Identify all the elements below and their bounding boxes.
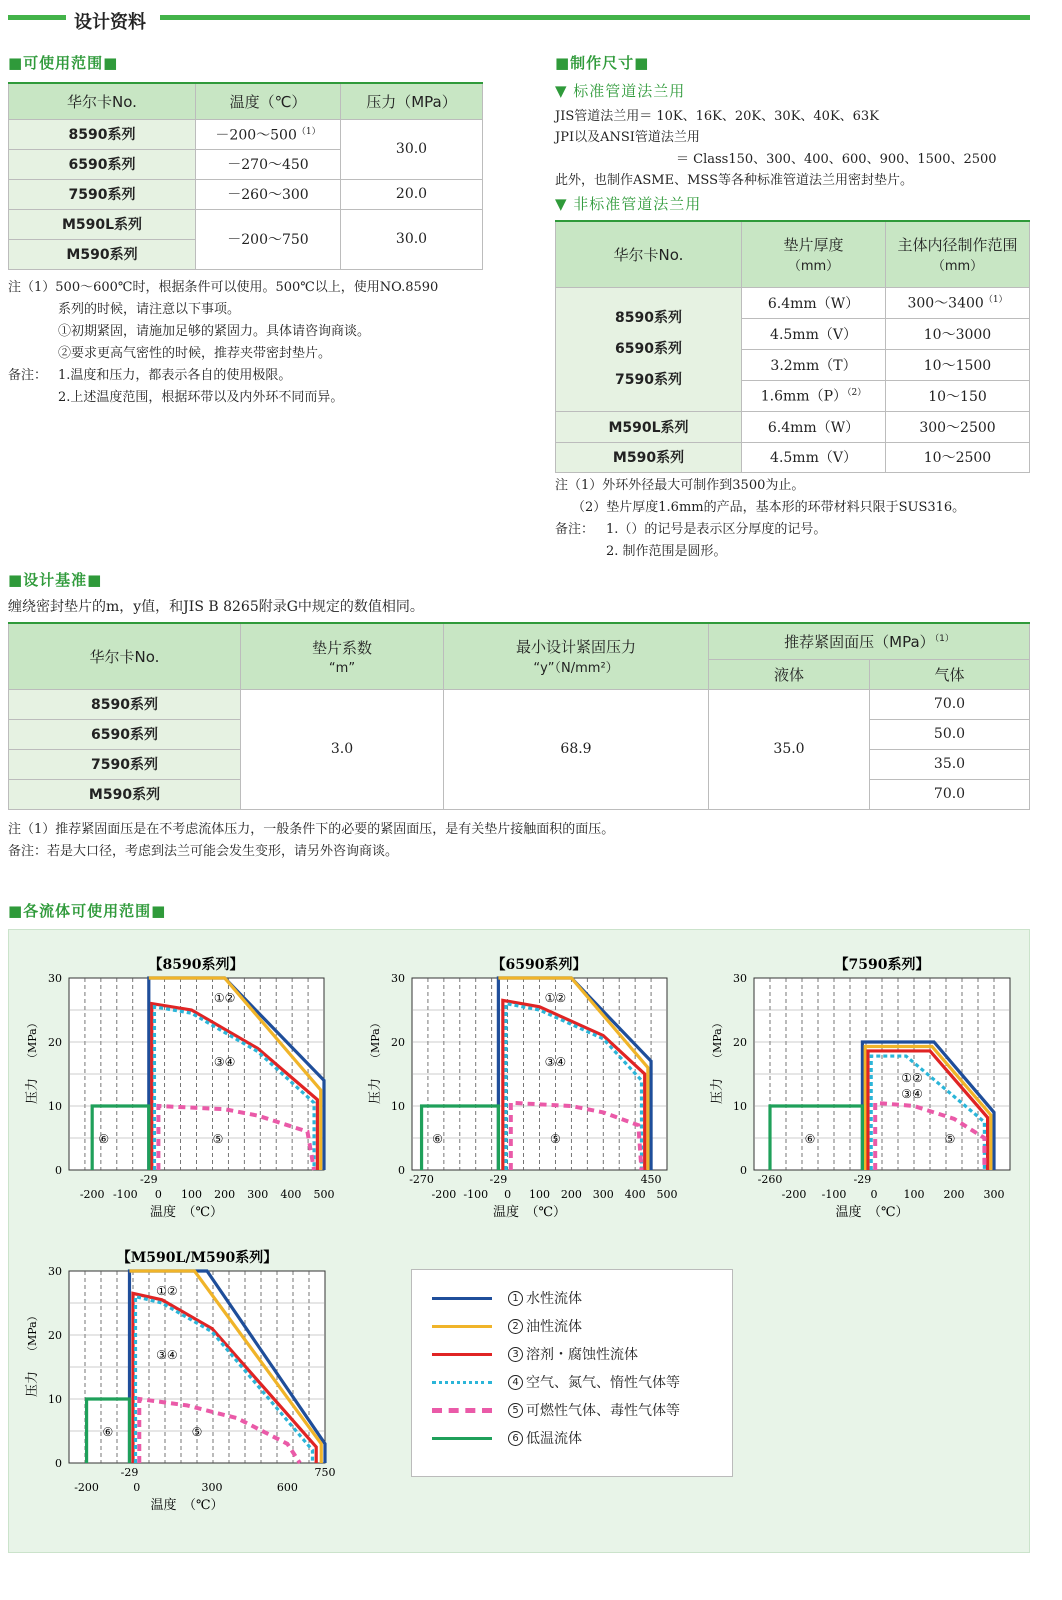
basis-m: 3.0 [241,689,444,809]
range-row-temp: －260～300 [196,179,341,209]
basis-col-y-sym: “y”（N/mm²） [533,661,619,677]
legend-item [432,1342,638,1366]
chart-title: 【M590L/M590系列】 [116,1250,278,1266]
basis-row-name: 7590系列 [9,749,241,779]
range-row-temp: －270～450 [196,149,341,179]
size-group2-name: M590L系列 [556,411,742,442]
size-note: 2. 制作范围是圆形。 [606,544,727,559]
size-range: 10～150 [886,380,1030,411]
basis-col-y-label: 最小设计紧固压力 [515,638,636,657]
range-temp-text: －200～500 [215,127,297,144]
region-label: ⑥ [804,1132,816,1146]
y-axis-unit: （MPa） [711,1017,724,1064]
y-tick-label: 0 [740,1164,747,1177]
legend-swatch [432,1353,492,1356]
range-temp-sup: （1） [296,126,321,137]
y-tick-label: 0 [55,1164,62,1177]
size-group-name: 8590系列 [615,309,682,326]
range-note: 2.上述温度范围，根据环带以及内外环不同而异。 [58,390,344,405]
x-extra-tick-label: -29 [139,1173,158,1186]
range-note: ①初期紧固，请施加足够的紧固力。具体请咨询商谈。 [58,324,371,339]
range-note: ②要求更高气密性的时候，推荐夹带密封垫片。 [58,346,332,361]
legend-label: 油性流体 [526,1319,582,1335]
x-tick-label: -100 [821,1188,847,1201]
x-extra-tick-label: -29 [120,1466,139,1479]
legend-label: 水性流体 [526,1291,582,1307]
size-col-no: 华尔卡No. [556,221,742,287]
basis-note: 注（1）推荐紧固面压是在不考虑流体压力，一般条件下的必要的紧固面压，是有关垫片接触面积的面压。 [8,822,615,837]
x-tick-label: 0 [504,1188,512,1201]
size-group-name: 7590系列 [615,371,682,388]
size-group-name: 6590系列 [615,340,682,357]
size-thick-text: 1.6mm（P） [760,388,847,405]
x-tick-label: 400 [280,1188,302,1201]
size-range-sup: （1） [983,295,1008,306]
size-range: 300～2500 [886,411,1030,442]
y-tick-label: 20 [48,1329,62,1342]
x-tick-label: 200 [943,1188,965,1201]
range-press-a: 30.0 [341,119,483,179]
size-note: 1.（）的记号是表示区分厚度的记号。 [606,522,827,537]
std-line: ＝ Class150、300、400、600、900、1500、2500 [676,152,997,167]
legend-item [432,1370,680,1394]
basis-col-m-label: 垫片系数 [311,638,372,657]
legend-item [432,1314,582,1338]
legend-item [432,1398,680,1422]
size-thick: 6.4mm（W） [742,287,886,318]
legend-swatch [432,1408,492,1413]
basis-col-no: 华尔卡No. [9,623,241,689]
x-tick-label: 300 [247,1188,269,1201]
range-heading: ■可使用范围■ [8,54,119,72]
size-group2-name: M590系列 [556,442,742,472]
y-tick-label: 30 [48,1265,62,1278]
basis-col-m-sym: “m” [328,660,356,676]
region-label: ⑤ [550,1132,561,1146]
legend-num: 6 [508,1431,523,1446]
x-tick-label: -200 [781,1188,807,1201]
region-label: ③④ [213,1055,236,1070]
chart-title: 【6590系列】 [491,957,587,973]
x-tick-label: 200 [214,1188,236,1201]
x-tick-label: 300 [983,1188,1005,1201]
fluids-heading: ■各流体可使用范围■ [8,902,167,920]
range-press-b: 30.0 [341,209,483,269]
legend-label: 溶剂・腐蚀性流体 [526,1347,638,1363]
basis-y: 68.9 [444,689,709,809]
x-extra-tick-label: -260 [757,1173,783,1186]
basis-gas: 50.0 [870,719,1030,749]
region-label: ⑥ [102,1425,114,1439]
y-axis-label: 压力 [25,1370,40,1397]
size-thick-sup: （2） [847,388,867,399]
region-label: ⑥ [98,1132,110,1146]
size-note: 注（1）外环外径最大可制作到3500为止。 [555,478,805,493]
range-col-no: 华尔卡No. [9,83,196,119]
header-title: 设计资料 [74,12,146,33]
basis-row-name: 6590系列 [9,719,241,749]
x-tick-label: 400 [624,1188,646,1201]
y-tick-label: 10 [48,1100,62,1113]
basis-row-name: 8590系列 [9,689,241,719]
basis-row-name: M590系列 [9,779,241,809]
x-axis-label: 温度 （℃） [149,1205,224,1220]
y-axis-unit: （MPa） [26,1017,39,1064]
region-label: ③④ [901,1087,923,1102]
size-note: 备注： [555,522,595,537]
range-row-name: 6590系列 [9,149,196,179]
basis-gas: 70.0 [870,689,1030,719]
range-note: 注（1）500～600℃时，根据条件可以使用。500℃以上，使用NO.8590 [8,280,439,295]
x-tick-label: 100 [529,1188,550,1201]
size-col-thick-unit: （mm） [787,259,840,275]
range-row-name: M590L系列 [9,209,196,239]
range-col-temp: 温度（℃） [196,83,341,119]
y-tick-label: 20 [733,1036,747,1049]
y-axis-unit: （MPa） [26,1310,39,1357]
basis-col-rec-label: 推荐紧固面压（MPa） [784,632,935,651]
range-note: 1.温度和压力，都表示各自的使用极限。 [58,368,292,383]
region-label: ①② [213,991,236,1006]
x-tick-label: 500 [656,1188,678,1201]
x-tick-label: 500 [313,1188,335,1201]
size-thick: 4.5mm（V） [742,318,886,349]
basis-gas: 35.0 [870,749,1030,779]
chart-title: 【8590系列】 [148,957,244,973]
basis-col-gas: 气体 [870,659,1030,689]
basis-gas: 70.0 [870,779,1030,809]
region-label: ⑤ [212,1132,224,1146]
y-axis-label: 压力 [368,1077,383,1104]
legend-swatch [432,1297,492,1300]
region-label: ⑤ [191,1425,203,1439]
fluid-chart [709,956,1010,1220]
y-tick-label: 30 [391,972,405,985]
size-col-range-label: 主体内径制作范围 [897,236,1018,255]
x-tick-label: 300 [592,1188,614,1201]
x-tick-label: 0 [870,1188,878,1201]
y-tick-label: 0 [398,1164,405,1177]
x-extra-tick-label: 750 [314,1466,336,1479]
range-row-press: 20.0 [341,179,483,209]
std-line: JPI以及ANSI管道法兰用 [555,130,700,145]
size-range: 10～1500 [886,349,1030,380]
legend-swatch [432,1437,492,1440]
legend-num: 2 [508,1319,523,1334]
x-extra-tick-label: -270 [409,1173,434,1186]
basis-heading: ■设计基准■ [8,571,103,589]
range-row-name: M590系列 [9,239,196,269]
legend-num: 1 [508,1291,523,1306]
y-tick-label: 30 [48,972,62,985]
size-range-text: 300～3400 [907,295,984,312]
y-tick-label: 30 [733,972,747,985]
legend-num: 4 [508,1375,523,1390]
x-tick-label: -200 [74,1481,99,1494]
range-note: 系列的时候，请注意以下事项。 [58,302,241,317]
nonstd-heading: ▼ 非标准管道法兰用 [555,195,702,213]
y-tick-label: 20 [391,1036,405,1049]
size-heading: ■制作尺寸■ [555,54,650,72]
x-tick-label: 100 [181,1188,203,1201]
x-tick-label: 300 [201,1481,223,1494]
basis-intro: 缠绕密封垫片的m，y值，和JIS B 8265附录G中规定的数值相同。 [8,599,424,615]
x-tick-label: -200 [79,1188,105,1201]
x-tick-label: 200 [560,1188,582,1201]
std-line: JIS管道法兰用＝ 10K、16K、20K、30K、40K、63K [555,109,879,124]
fluid-chart [24,956,335,1220]
y-tick-label: 10 [733,1100,747,1113]
region-label: ⑥ [432,1132,443,1146]
range-note: 备注： [8,368,48,383]
region-label: ①② [901,1071,923,1086]
y-axis-unit: （MPa） [369,1017,382,1064]
y-tick-label: 0 [55,1457,62,1470]
x-tick-label: -100 [463,1188,489,1201]
legend-num: 5 [508,1403,523,1418]
region-label: ③④ [156,1348,178,1363]
x-tick-label: 0 [154,1188,162,1201]
size-range: 10～2500 [886,442,1030,472]
legend-swatch [432,1381,492,1384]
y-tick-label: 20 [48,1036,62,1049]
legend-item [432,1286,582,1310]
legend-label: 空气、氮气、惰性气体等 [526,1375,680,1391]
legend-label: 低温流体 [526,1431,582,1447]
region-label: ①② [544,991,567,1006]
range-row-name: 7590系列 [9,179,196,209]
fluids-legend [411,1269,733,1477]
std-heading: ▼ 标准管道法兰用 [555,82,686,100]
chart-title: 【7590系列】 [834,957,930,973]
size-col-thick-label: 垫片厚度 [783,236,844,255]
std-line: 此外，也制作ASME、MSS等各种标准管道法兰用密封垫片。 [555,173,913,188]
basis-col-rec-sup: （1） [934,633,954,644]
basis-liq: 35.0 [709,689,870,809]
size-thick: 4.5mm（V） [742,442,886,472]
size-note: （2）垫片厚度1.6mm的产品，基本形的环带材料只限于SUS316。 [572,500,966,515]
x-tick-label: 100 [903,1188,925,1201]
fluid-chart [24,1249,336,1513]
range-row-temp: －200～750 [196,209,341,269]
x-tick-label: -100 [112,1188,138,1201]
x-tick-label: 0 [133,1481,141,1494]
x-axis-label: 温度 （℃） [150,1498,224,1513]
x-axis-label: 温度 （℃） [835,1205,909,1220]
range-row-name: 8590系列 [9,119,196,149]
size-range: 10～3000 [886,318,1030,349]
region-label: ⑤ [944,1132,956,1146]
legend-swatch [432,1325,492,1328]
legend-label: 可燃性气体、毒性气体等 [526,1403,680,1419]
y-axis-label: 压力 [710,1077,725,1104]
fluid-chart [367,956,678,1220]
basis-note: 备注：若是大口径，考虑到法兰可能会发生变形，请另外咨询商谈。 [8,844,399,859]
x-extra-tick-label: -29 [853,1173,872,1186]
size-col-range-unit: （mm） [931,259,984,275]
x-extra-tick-label: 450 [640,1173,662,1186]
legend-item [432,1426,582,1450]
y-axis-label: 压力 [25,1077,40,1104]
size-thick: 3.2mm（T） [742,349,886,380]
y-tick-label: 10 [391,1100,405,1113]
basis-col-liq: 液体 [709,659,870,689]
region-label: ③④ [544,1055,567,1070]
range-col-press: 压力（MPa） [341,83,483,119]
y-tick-label: 10 [48,1393,62,1406]
region-label: ①② [156,1284,178,1299]
x-tick-label: -200 [431,1188,457,1201]
x-extra-tick-label: -29 [489,1173,508,1186]
x-tick-label: 600 [276,1481,298,1494]
legend-num: 3 [508,1347,523,1362]
x-axis-label: 温度 （℃） [492,1205,567,1220]
size-thick: 6.4mm（W） [742,411,886,442]
